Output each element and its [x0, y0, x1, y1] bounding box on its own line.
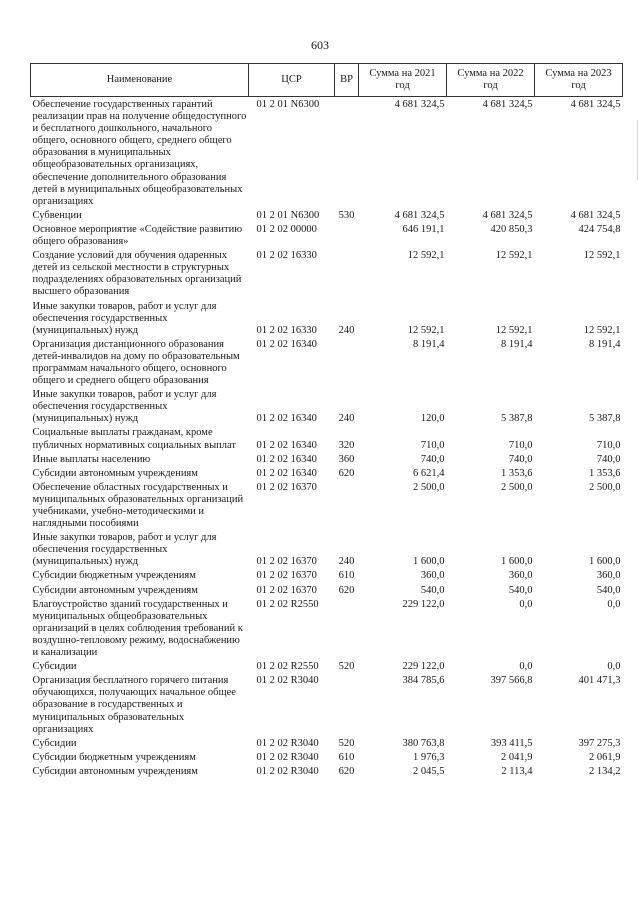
row-sum-2022-cell: 393 411,5	[490, 737, 533, 749]
row-vr-cell: 530	[338, 209, 355, 221]
row-sum-2021-cell: 6 621,4	[413, 467, 445, 479]
row-csr-cell: 01 2 02 R2550	[256, 661, 319, 673]
row-csr-cell: 01 2 01 N6300	[256, 209, 320, 221]
row-name-cell: Иные закупки товаров, работ и услуг для обеспечения государственных (муниципальных) нужд	[32, 300, 217, 336]
row-name-cell: Организация дистанционного образования детей-инвалидов на дому по образовательным программам начального общего, основного общего и среднего общего образования	[32, 338, 240, 387]
table-row	[31, 301, 623, 339]
row-name-cell: Субсидии	[32, 661, 77, 673]
row-vr-cell: 240	[338, 556, 355, 568]
row-sum-2021-cell: 540,0	[420, 584, 445, 596]
row-vr-cell: 620	[338, 467, 355, 479]
row-csr-cell: 01 2 02 00000	[256, 223, 317, 235]
row-name-cell: Социальные выплаты гражданам, кроме публичных нормативных социальных выплат	[32, 427, 236, 451]
row-csr-cell: 01 2 02 16340	[256, 453, 317, 465]
row-sum-2023-cell: 424 754,8	[578, 223, 621, 235]
table-row	[31, 339, 623, 389]
row-sum-2021-cell: 120,0	[420, 413, 445, 425]
row-sum-2023-cell: 4 681 324,5	[570, 209, 621, 221]
row-vr-cell: 610	[338, 570, 355, 582]
row-sum-2022-cell: 12 592,1	[495, 324, 533, 336]
row-sum-2023-cell: 0,0	[607, 661, 621, 673]
budget-table	[30, 63, 623, 780]
row-sum-2021-cell: 2 045,5	[413, 765, 445, 777]
row-sum-2022-cell: 2 500,0	[501, 481, 533, 493]
header-sum-2022: Сумма на 2022 год	[447, 64, 535, 97]
header-vr: ВР	[335, 64, 359, 97]
row-vr-cell: 320	[338, 439, 355, 451]
row-name-cell: Субсидии автономным учреждениям	[32, 765, 198, 777]
row-sum-2023-cell: 740,0	[596, 453, 621, 465]
row-sum-2022-cell: 397 566,8	[490, 675, 533, 687]
row-sum-2023-cell: 12 592,1	[583, 324, 621, 336]
row-sum-2021-cell: 360,0	[420, 570, 445, 582]
row-name-cell: Иные закупки товаров, работ и услуг для обеспечения государственных (муниципальных) нужд	[32, 389, 217, 425]
row-sum-2022-cell: 2 113,4	[501, 765, 533, 777]
row-csr-cell: 01 2 02 16370	[256, 481, 317, 493]
header-sum-2021: Сумма на 2021 год	[359, 64, 447, 97]
table-row	[31, 250, 623, 300]
row-sum-2021-cell: 646 191,1	[402, 223, 445, 235]
row-sum-2022-cell: 2 041,9	[501, 751, 533, 763]
row-vr-cell	[335, 482, 359, 532]
row-sum-2023-cell: 4 681 324,5	[570, 99, 621, 110]
row-vr-cell: 240	[338, 324, 355, 336]
table-row	[31, 675, 623, 737]
row-sum-2023-cell: 2 500,0	[589, 481, 621, 493]
row-sum-2023-cell: 2 134,2	[589, 765, 621, 777]
row-sum-2022-cell: 710,0	[508, 439, 533, 451]
row-name-cell: Обеспечение государственных гарантий реализации прав на получение общедоступного и бесплатного дошкольного, начального общего, основного общего, среднего общего образования в муниципальных общеобразовательных организациях, обеспечение дополнительного образования детей в муниципальных общеобразовательных организациях	[32, 99, 247, 207]
row-name-cell: Иные выплаты населению	[32, 453, 151, 465]
row-vr-cell: 240	[338, 413, 355, 425]
page-number: 603	[311, 38, 329, 52]
table-row	[31, 389, 623, 427]
table-header	[31, 64, 623, 97]
row-csr-cell: 01 2 02 16340	[256, 338, 317, 350]
row-name-cell: Субсидии бюджетным учреждениям	[32, 570, 196, 582]
row-name-cell: Создание условий для обучения одаренных детей из сельской местности в структурных подразделениях образовательных организаций высшего образования	[32, 250, 242, 298]
row-sum-2021-cell: 12 592,1	[407, 250, 445, 262]
table-row	[31, 570, 623, 584]
row-sum-2022-cell: 8 191,4	[501, 338, 533, 350]
table-row	[31, 482, 623, 532]
table-body	[31, 97, 623, 780]
row-sum-2023-cell: 0,0	[607, 598, 621, 610]
row-sum-2021-cell: 384 785,6	[402, 675, 445, 687]
row-sum-2023-cell: 8 191,4	[589, 338, 621, 350]
table-row	[31, 752, 623, 766]
row-vr-cell	[335, 675, 359, 737]
row-sum-2022-cell: 420 850,3	[490, 223, 533, 235]
row-vr-cell	[335, 339, 359, 389]
row-sum-2022-cell: 740,0	[508, 453, 533, 465]
row-csr-cell: 01 2 02 R2550	[256, 598, 319, 610]
row-sum-2022-cell: 0,0	[519, 598, 533, 610]
row-sum-2022-cell: 4 681 324,5	[482, 99, 533, 110]
row-sum-2021-cell: 1 600,0	[413, 556, 445, 568]
row-vr-cell	[335, 599, 359, 661]
row-csr-cell: 01 2 02 16370	[256, 556, 317, 568]
row-sum-2023-cell: 397 275,3	[578, 737, 621, 749]
row-csr-cell: 01 2 02 R3040	[256, 751, 319, 763]
table-row	[31, 224, 623, 250]
budget-table-container	[30, 63, 622, 780]
table-row	[31, 661, 623, 675]
row-csr-cell: 01 2 02 16330	[256, 250, 317, 262]
row-name-cell: Обеспечение областных государственных и муниципальных образовательных организаций учебниками, учебно-методическими и наглядными пособиями	[32, 481, 244, 530]
row-sum-2022-cell: 1 353,6	[501, 467, 533, 479]
table-row	[31, 532, 623, 570]
row-sum-2022-cell: 5 387,8	[501, 413, 533, 425]
row-vr-cell: 520	[338, 737, 355, 749]
header-sum-2023: Сумма на 2023 год	[535, 64, 623, 97]
row-sum-2021-cell: 12 592,1	[407, 324, 445, 336]
row-vr-cell: 610	[338, 751, 355, 763]
row-sum-2021-cell: 229 122,0	[402, 661, 445, 673]
row-name-cell: Субвенции	[32, 209, 82, 221]
row-vr-cell: 520	[338, 661, 355, 673]
row-sum-2021-cell: 4 681 324,5	[394, 209, 445, 221]
table-row	[31, 454, 623, 468]
header-name: Наименование	[31, 64, 249, 97]
row-name-cell: Организация бесплатного горячего питания обучающихся, получающих начальное общее образование в государственных и муниципальных образовательных организациях	[32, 675, 236, 735]
row-name-cell: Благоустройство зданий государственных и муниципальных общеобразовательных организаций в целях соблюдения требований к воздушно-тепловому режиму, водоснабжению и канализации	[32, 598, 243, 659]
row-vr-cell: 360	[338, 453, 355, 465]
row-sum-2023-cell: 360,0	[596, 570, 621, 582]
table-row	[31, 427, 623, 453]
row-csr-cell: 01 2 01 N6300	[256, 99, 320, 110]
row-csr-cell: 01 2 02 16340	[256, 467, 317, 479]
table-row	[31, 738, 623, 752]
row-sum-2023-cell: 401 471,3	[578, 675, 621, 687]
row-csr-cell: 01 2 02 16330	[256, 324, 317, 336]
row-csr-cell: 01 2 02 16370	[256, 570, 317, 582]
row-csr-cell: 01 2 02 R3040	[256, 675, 319, 687]
row-sum-2021-cell: 1 976,3	[413, 751, 445, 763]
row-name-cell: Субсидии	[32, 737, 77, 749]
table-row	[31, 585, 623, 599]
row-csr-cell: 01 2 02 R3040	[256, 737, 319, 749]
row-csr-cell: 01 2 02 16370	[256, 584, 317, 596]
row-sum-2023-cell: 1 600,0	[589, 556, 621, 568]
table-row	[31, 468, 623, 482]
row-csr-cell: 01 2 02 R3040	[256, 765, 319, 777]
row-sum-2023-cell: 12 592,1	[583, 250, 621, 262]
row-sum-2023-cell: 5 387,8	[589, 413, 621, 425]
row-sum-2022-cell: 4 681 324,5	[482, 209, 533, 221]
row-vr-cell: 620	[338, 584, 355, 596]
row-csr-cell: 01 2 02 16340	[256, 413, 317, 425]
row-sum-2021-cell: 380 763,8	[402, 737, 445, 749]
page-edge-mark	[637, 120, 638, 180]
row-sum-2022-cell: 1 600,0	[501, 556, 533, 568]
row-sum-2023-cell: 2 061,9	[589, 751, 621, 763]
row-sum-2022-cell: 12 592,1	[495, 250, 533, 262]
row-sum-2021-cell: 740,0	[420, 453, 445, 465]
row-sum-2023-cell: 1 353,6	[589, 467, 621, 479]
row-vr-cell	[335, 250, 359, 300]
row-sum-2021-cell: 229 122,0	[402, 598, 445, 610]
row-sum-2021-cell: 8 191,4	[413, 338, 445, 350]
row-sum-2022-cell: 540,0	[508, 584, 533, 596]
row-csr-cell: 01 2 02 16340	[256, 439, 317, 451]
row-name-cell: Субсидии бюджетным учреждениям	[32, 751, 196, 763]
row-sum-2023-cell: 710,0	[596, 439, 621, 451]
row-sum-2023-cell: 540,0	[596, 584, 621, 596]
row-sum-2022-cell: 0,0	[519, 661, 533, 673]
row-sum-2021-cell: 710,0	[420, 439, 445, 451]
row-vr-cell	[335, 97, 359, 210]
row-name-cell: Субсидии автономным учреждениям	[32, 467, 198, 479]
table-row	[31, 766, 623, 780]
row-name-cell: Субсидии автономным учреждениям	[32, 584, 198, 596]
row-sum-2021-cell: 4 681 324,5	[394, 99, 445, 110]
table-row	[31, 210, 623, 224]
table-row	[31, 599, 623, 661]
row-vr-cell: 620	[338, 765, 355, 777]
row-name-cell: Иные закупки товаров, работ и услуг для обеспечения государственных (муниципальных) нужд	[32, 532, 217, 568]
row-sum-2021-cell: 2 500,0	[413, 481, 445, 493]
row-name-cell: Основное мероприятие «Содействие развитию общего образования»	[32, 223, 243, 248]
table-row	[31, 97, 623, 210]
header-csr: ЦСР	[249, 64, 335, 97]
row-vr-cell	[335, 224, 359, 250]
row-sum-2022-cell: 360,0	[508, 570, 533, 582]
